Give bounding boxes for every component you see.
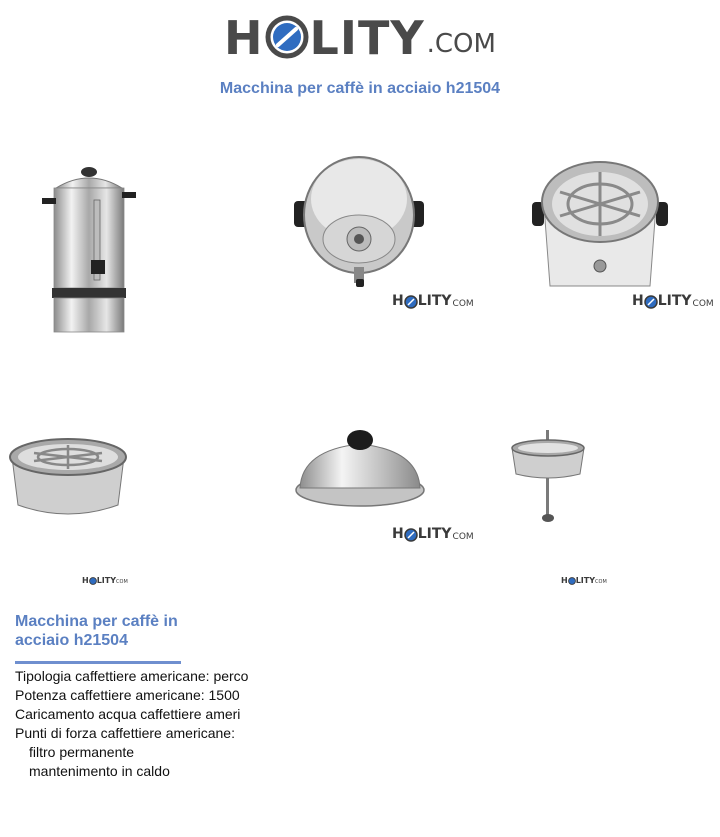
spec-water-loading: Caricamento acqua caffettiere ameri (15, 706, 241, 722)
urn-lid-image (294, 428, 426, 510)
product-photo-filter-top[interactable] (530, 158, 670, 292)
logo-o-icon (265, 15, 309, 59)
logo-o-icon (644, 295, 658, 309)
logo-o-icon (404, 295, 418, 309)
logo-o-icon (404, 528, 418, 542)
watermark-logo: H LITY COM (82, 576, 128, 585)
feature-item: mantenimento in caldo (29, 763, 170, 779)
watermark-logo: H LITY COM (392, 526, 474, 542)
logo-o-icon (568, 577, 576, 585)
spec-power: Potenza caffettiere americane: 1500 (15, 687, 240, 703)
title-divider (15, 661, 181, 664)
logo-text-com: .COM (426, 29, 496, 59)
filter-basket-image (6, 435, 130, 519)
filter-top-view-image (530, 158, 670, 292)
spec-strengths: Punti di forza caffettiere americane: (15, 725, 235, 741)
filter-stem-image (508, 430, 588, 526)
product-photo-basket[interactable] (6, 435, 130, 519)
spec-list (15, 667, 255, 781)
feature-item: filtro permanente (29, 744, 135, 760)
holity-logo[interactable] (0, 11, 720, 70)
product-photo-urn[interactable] (36, 160, 142, 340)
logo-o-icon (89, 577, 97, 585)
product-title: Macchina per caffè in acciaio h21504 (15, 613, 178, 649)
page-title: Macchina per caffè in acciaio h21504 (219, 80, 501, 97)
product-photo-stem[interactable] (508, 430, 588, 526)
watermark-logo: H LITY COM (632, 293, 714, 309)
watermark-logo: H LITY COM (392, 293, 474, 309)
logo-text-h: H (224, 11, 264, 65)
product-photo-lid[interactable] (294, 428, 426, 510)
product-photo-inside[interactable] (292, 155, 426, 291)
logo-text-lity: LITY (309, 11, 425, 65)
urn-inside-view-image (292, 155, 426, 291)
spec-type: Tipologia caffettiere americane: perco (15, 668, 249, 684)
watermark-logo: H LITY COM (561, 576, 607, 585)
coffee-urn-image (36, 160, 142, 340)
